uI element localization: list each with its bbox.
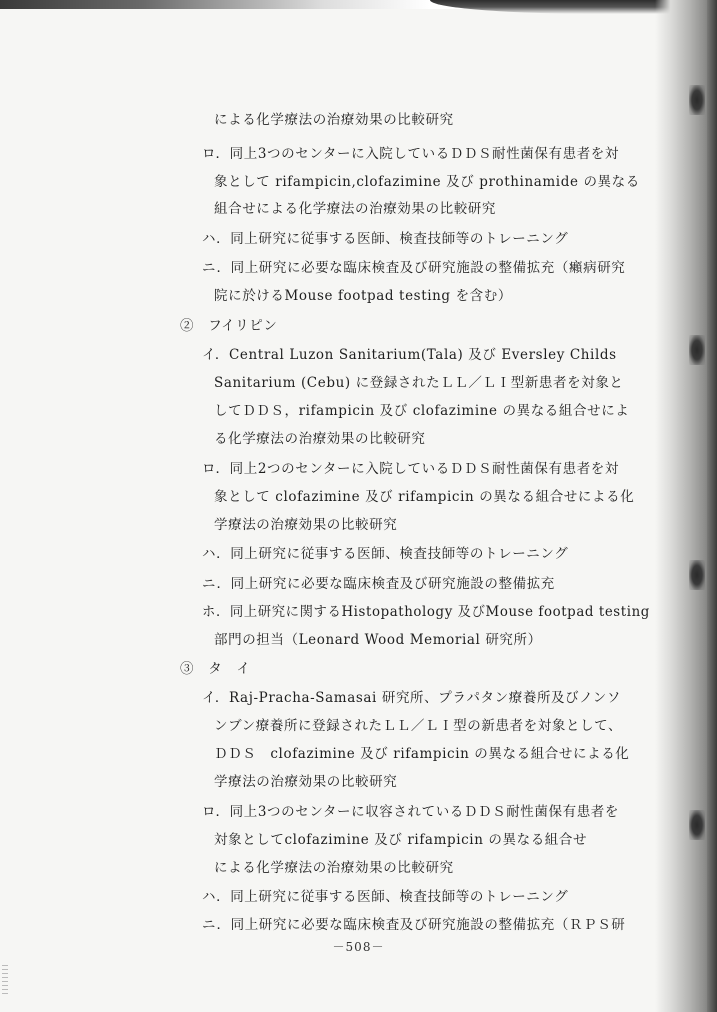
text-line: 象として rifampicin,clofazimine 及び prothinamide の異なる [214,174,640,190]
text-line: 学療法の治療効果の比較研究 [214,774,398,790]
binding-edge [707,0,717,1012]
text-line: ンブン療養所に登録されたＬＬ／ＬＩ型の新患者を対象として、 [214,718,623,734]
section-heading-philippines: ② フイリピン [180,318,278,334]
binding-hole-mark [689,335,705,365]
text-line: 部門の担当（Leonard Wood Memorial 研究所） [214,632,542,648]
list-item-ni: ニ．同上研究に必要な臨床検査及び研究施設の整備拡充（ＲＰＳ研 [202,917,626,933]
list-item-ha: ハ．同上研究に従事する医師、検査技師等のトレーニング [202,889,569,905]
text-line: Sanitarium (Cebu) に登録されたＬＬ／ＬＩ型新患者を対象と [214,375,624,391]
list-item-ro: ロ．同上3つのセンターに入院しているＤＤＳ耐性菌保有患者を対 [202,146,620,162]
list-item-ho: ホ．同上研究に関するHistopathology 及びMouse footpad testing [202,604,650,620]
text-line: による化学療法の治療効果の比較研究 [214,112,454,128]
list-item-i: イ．Central Luzon Sanitarium(Tala) 及び Eversley Childs [202,347,617,363]
section-heading-thailand: ③ タ イ [180,661,251,677]
binding-hole-mark [689,810,705,840]
list-item-ro: ロ．同上3つのセンターに収容されているＤＤＳ耐性菌保有患者を [202,804,620,820]
text-line: してＤＤＳ，rifampicin 及び clofazimine の異なる組合せによ [214,403,630,419]
list-item-ha: ハ．同上研究に従事する医師、検査技師等のトレーニング [202,546,569,562]
list-item-ni: ニ．同上研究に必要な臨床検査及び研究施設の整備拡充（癩病研究 [202,260,626,276]
text-line: 学療法の治療効果の比較研究 [214,517,398,533]
text-line: 組合せによる化学療法の治療効果の比較研究 [214,201,496,217]
binding-hole-mark [689,560,705,590]
text-line: 対象としてclofazimine 及び rifampicin の異なる組合せ [214,832,588,848]
list-item-ha: ハ．同上研究に従事する医師、検査技師等のトレーニング [202,231,569,247]
text-line: による化学療法の治療効果の比較研究 [214,860,454,876]
text-line: ＤＤＳ clofazimine 及び rifampicin の異なる組合せによる化 [214,746,630,762]
text-line: 象として clofazimine 及び rifampicin の異なる組合せによる化 [214,489,635,505]
text-line: 院に於けるMouse footpad testing を含む） [214,288,512,304]
list-item-ro: ロ．同上2つのセンターに入院しているＤＤＳ耐性菌保有患者を対 [202,461,620,477]
page-number: －508－ [332,940,385,954]
list-item-ni: ニ．同上研究に必要な臨床検査及び研究施設の整備拡充 [202,576,555,592]
text-line: る化学療法の治療効果の比較研究 [214,431,426,447]
list-item-i: イ．Raj-Pracha-Samasai 研究所、プラパタン療養所及びノンソ [202,690,621,706]
binding-hole-mark [689,85,705,115]
